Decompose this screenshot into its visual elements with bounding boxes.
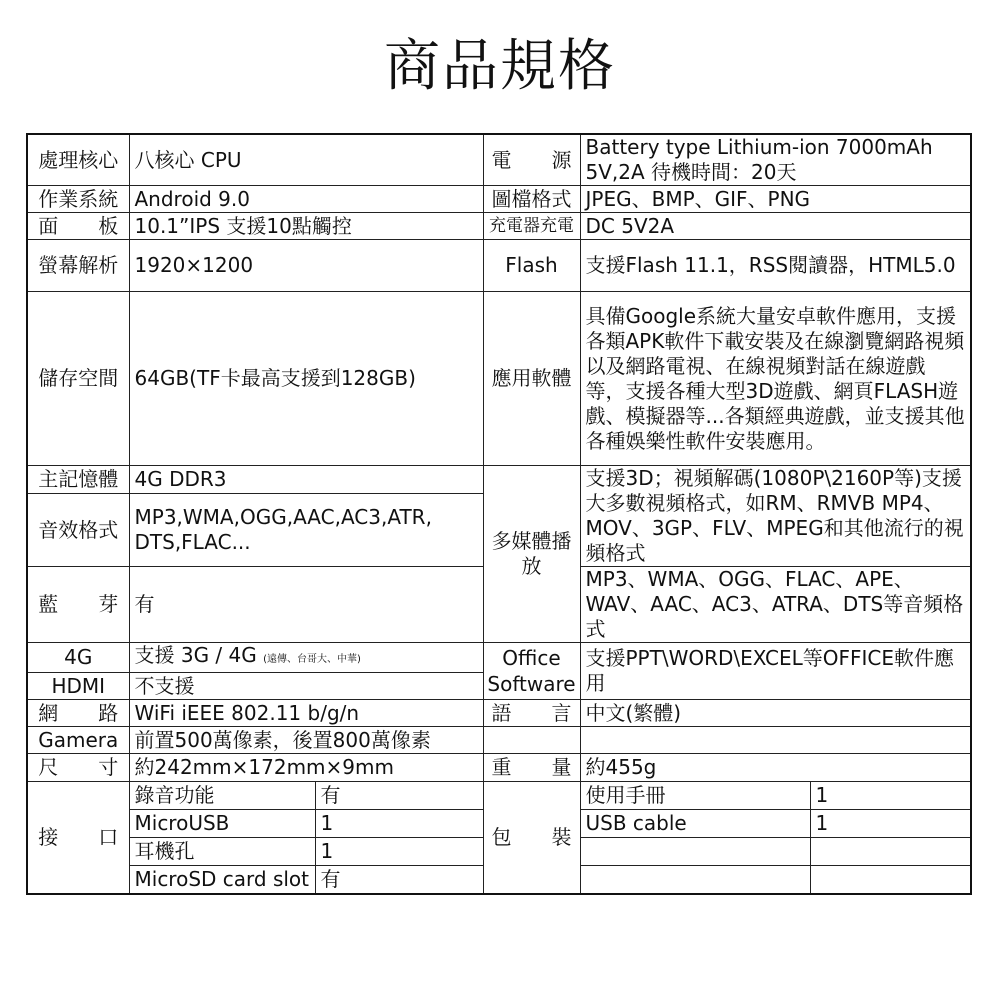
table-row [27, 134, 971, 186]
network-value: WiFi iEEE 802.11 b/g/n [129, 700, 483, 727]
package-item-value: 1 [810, 782, 971, 810]
empty-cell [580, 727, 971, 754]
panel-label: 面 板 [27, 213, 129, 240]
os-label: 作業系統 [27, 186, 129, 213]
power-value: Battery type Lithium-ion 7000mAh 5V,2A 待機時間：20天 [580, 134, 971, 186]
cpu-value: 八核心 CPU [129, 134, 483, 186]
charger-label: 充電器充電 [483, 213, 580, 240]
office-value: 支援PPT\WORD\EXCEL等OFFICE軟件應用 [580, 643, 971, 700]
lte-value-text: 支援 3G / 4G [134, 643, 257, 667]
table-row [27, 782, 971, 810]
port-value: 1 [315, 810, 483, 838]
package-item-name [580, 838, 810, 866]
port-name: 錄音功能 [129, 782, 315, 810]
package-item-value [810, 866, 971, 894]
audio-label: 音效格式 [27, 494, 129, 567]
port-name: 耳機孔 [129, 838, 315, 866]
panel-value: 10.1”IPS 支援10點觸控 [129, 213, 483, 240]
audio-value: MP3,WMA,OGG,AAC,AC3,ATR, DTS,FLAC... [129, 494, 483, 567]
table-row [27, 186, 971, 213]
bluetooth-label: 藍 芽 [27, 567, 129, 643]
power-label: 電 源 [483, 134, 580, 186]
port-name: MicroUSB [129, 810, 315, 838]
weight-value: 約455g [580, 754, 971, 782]
cpu-label: 處理核心 [27, 134, 129, 186]
table-row [27, 466, 971, 494]
spec-table [26, 133, 972, 895]
image-format-value: JPEG、BMP、GIF、PNG [580, 186, 971, 213]
port-name: MicroSD card slot [129, 866, 315, 894]
storage-value: 64GB(TF卡最高支援到128GB) [129, 292, 483, 466]
lte-value [129, 643, 483, 673]
hdmi-label: HDMI [27, 673, 129, 700]
package-item-name [580, 866, 810, 894]
network-label: 網 路 [27, 700, 129, 727]
ram-label: 主記憶體 [27, 466, 129, 494]
empty-cell [483, 727, 580, 754]
ports-label: 接 口 [27, 782, 129, 894]
image-format-label: 圖檔格式 [483, 186, 580, 213]
flash-label: Flash [483, 240, 580, 292]
table-row [27, 754, 971, 782]
language-label: 語 言 [483, 700, 580, 727]
weight-label: 重 量 [483, 754, 580, 782]
package-label: 包 裝 [483, 782, 580, 894]
office-label: Office Software [483, 643, 580, 700]
media-audio-value: MP3、WMA、OGG、FLAC、APE、WAV、AAC、AC3、ATRA、DTS等音頻格式 [580, 567, 971, 643]
lte-label: 4G [27, 643, 129, 673]
apps-label: 應用軟體 [483, 292, 580, 466]
package-item-name: 使用手冊 [580, 782, 810, 810]
bluetooth-value: 有 [129, 567, 483, 643]
package-item-value [810, 838, 971, 866]
flash-value: 支援Flash 11.1，RSS閱讀器，HTML5.0 [580, 240, 971, 292]
resolution-value: 1920×1200 [129, 240, 483, 292]
package-item-name: USB cable [580, 810, 810, 838]
table-row [27, 700, 971, 727]
camera-label: Gamera [27, 727, 129, 754]
port-value: 1 [315, 838, 483, 866]
resolution-label: 螢幕解析 [27, 240, 129, 292]
table-row [27, 292, 971, 466]
size-label: 尺 寸 [27, 754, 129, 782]
media-video-value: 支援3D；視頻解碼(1080P\2160P等)支援大多數視頻格式，如RM、RMVB MP4、MOV、3GP、FLV、MPEG和其他流行的視頻格式 [580, 466, 971, 567]
table-row [27, 213, 971, 240]
storage-label: 儲存空間 [27, 292, 129, 466]
package-item-value: 1 [810, 810, 971, 838]
port-value: 有 [315, 866, 483, 894]
media-label: 多媒體播放 [483, 466, 580, 643]
language-value: 中文(繁體) [580, 700, 971, 727]
ram-value: 4G DDR3 [129, 466, 483, 494]
table-row [27, 727, 971, 754]
table-row [27, 240, 971, 292]
port-value: 有 [315, 782, 483, 810]
os-value: Android 9.0 [129, 186, 483, 213]
lte-carriers-note: (遠傳、台哥大、中華) [263, 654, 361, 665]
hdmi-value: 不支援 [129, 673, 483, 700]
table-row [27, 643, 971, 673]
camera-value: 前置500萬像素，後置800萬像素 [129, 727, 483, 754]
apps-value: 具備Google系統大量安卓軟件應用，支援各類APK軟件下載安裝及在線瀏覽網路視頻以及網路電視、在線視頻對話在線遊戲等，支援各種大型3D遊戲、網頁FLASH遊戲、模擬器等...各類經典遊戲，並支援其他各種娛樂性軟件安裝應用。 [580, 292, 971, 466]
page-title: 商品規格 [384, 34, 616, 99]
charger-value: DC 5V2A [580, 213, 971, 240]
size-value: 約242mm×172mm×9mm [129, 754, 483, 782]
